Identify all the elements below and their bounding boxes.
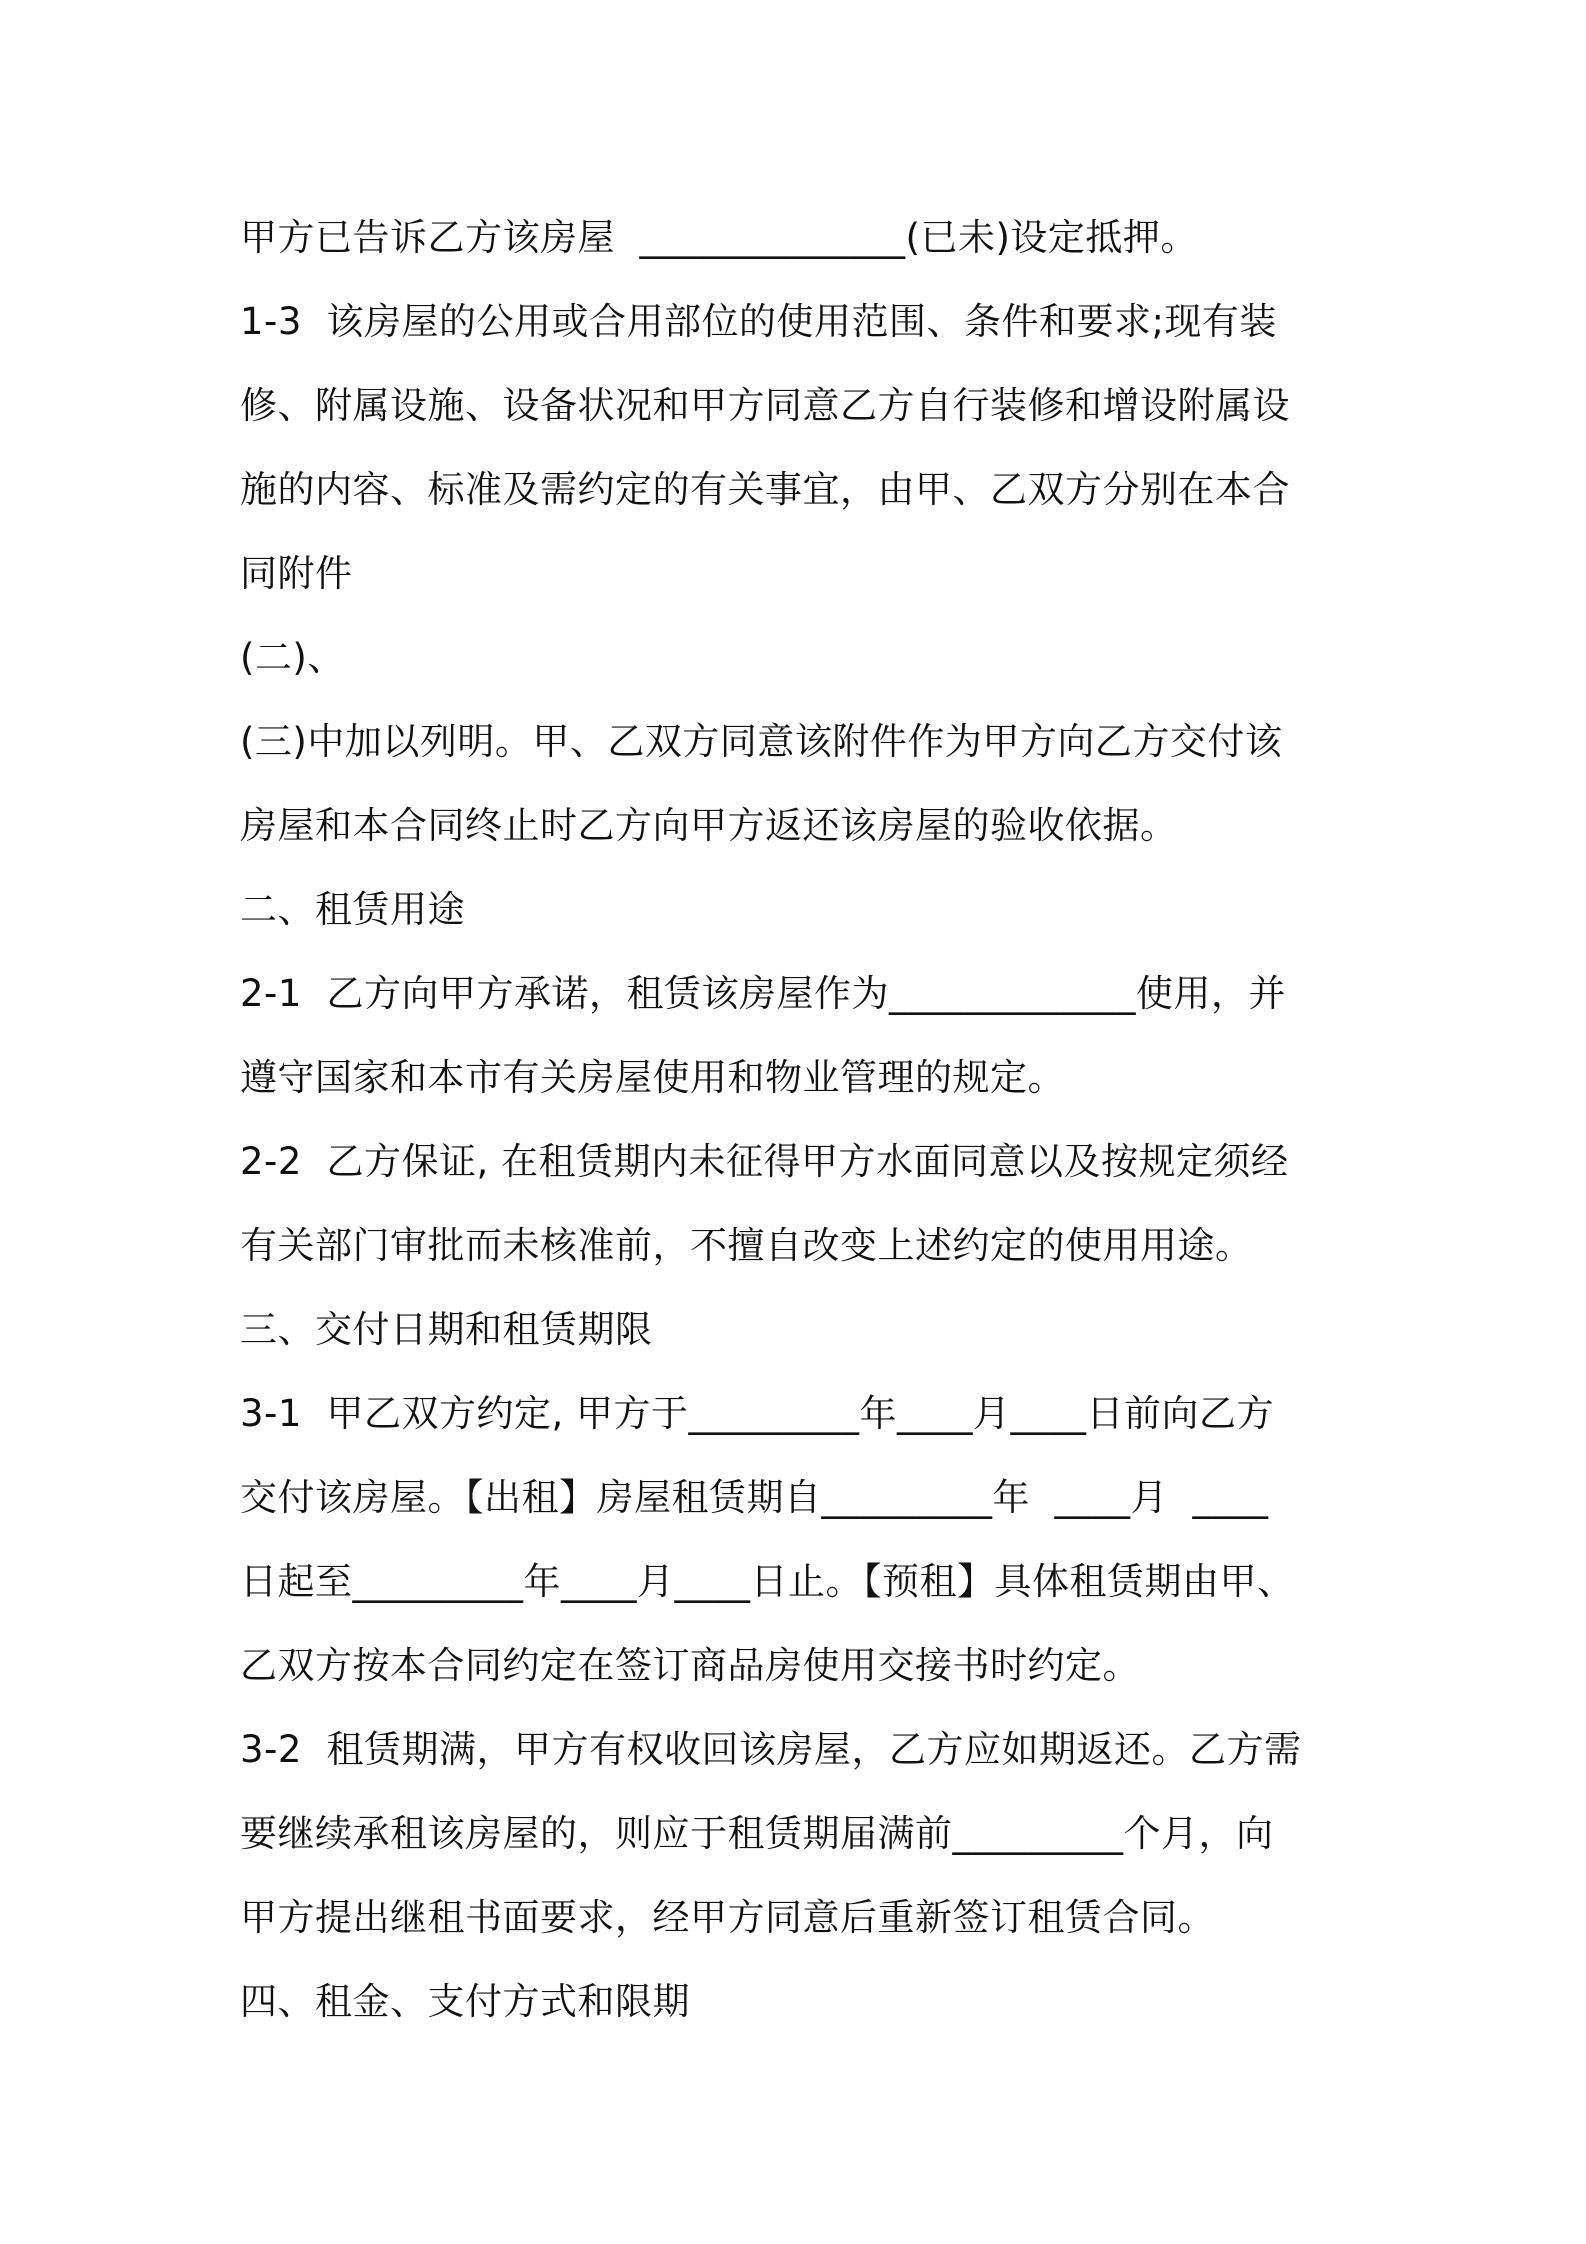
clause-2-1-line: 遵守国家和本市有关房屋使用和物业管理的规定。	[240, 1056, 1065, 1099]
section-2-heading: 二、租赁用途	[240, 888, 465, 931]
clause-2-1-line: 2-1 乙方向甲方承诺，租赁该房屋作为_____________使用，并	[240, 972, 1286, 1015]
clause-3-1-line: 3-1 甲乙双方约定, 甲方于_________年____月____日前向乙方	[240, 1392, 1274, 1435]
clause-1-3-line: (三)中加以列明。甲、乙双方同意该附件作为甲方向乙方交付该	[240, 720, 1283, 763]
clause-2-2-line: 有关部门审批而未核准前，不擅自改变上述约定的使用用途。	[240, 1224, 1253, 1267]
clause-3-1-line: 乙双方按本合同约定在签订商品房使用交接书时约定。	[240, 1644, 1140, 1687]
section-4-heading: 四、租金、支付方式和限期	[240, 1980, 690, 2023]
clause-1-3-line: 1-3 该房屋的公用或合用部位的使用范围、条件和要求;现有装	[240, 300, 1277, 343]
clause-3-2-line: 3-2 租赁期满，甲方有权收回该房屋，乙方应如期返还。乙方需	[240, 1728, 1302, 1771]
clause-1-3-line: 房屋和本合同终止时乙方向甲方返还该房屋的验收依据。	[240, 804, 1178, 847]
document-body	[240, 196, 1380, 2044]
clause-3-1-line: 交付该房屋。【出租】房屋租赁期自_________年 ____月 ____	[240, 1476, 1269, 1519]
clause-1-3-line: 修、附属设施、设备状况和甲方同意乙方自行装修和增设附属设	[240, 384, 1290, 427]
clause-2-2-line: 2-2 乙方保证, 在租赁期内未征得甲方水面同意以及按规定须经	[240, 1140, 1289, 1183]
clause-3-2-line: 要继续承租该房屋的，则应于租赁期届满前_________个月，向	[240, 1812, 1274, 1855]
clause-1-3-line: 施的内容、标准及需约定的有关事宜，由甲、乙双方分别在本合	[240, 468, 1290, 511]
clause-3-2-line: 甲方提出继租书面要求，经甲方同意后重新签订租赁合同。	[240, 1896, 1215, 1939]
clause-3-1-line: 日起至_________年____月____日止。【预租】具体租赁期由甲、	[240, 1560, 1295, 1603]
clause-1-3-line: 同附件	[240, 552, 353, 595]
section-3-heading: 三、交付日期和租赁期限	[240, 1308, 653, 1351]
clause-1-3-line: (二)、	[240, 636, 345, 679]
mortgage-status-line: 甲方已告诉乙方该房屋 ______________(已未)设定抵押。	[240, 216, 1198, 259]
